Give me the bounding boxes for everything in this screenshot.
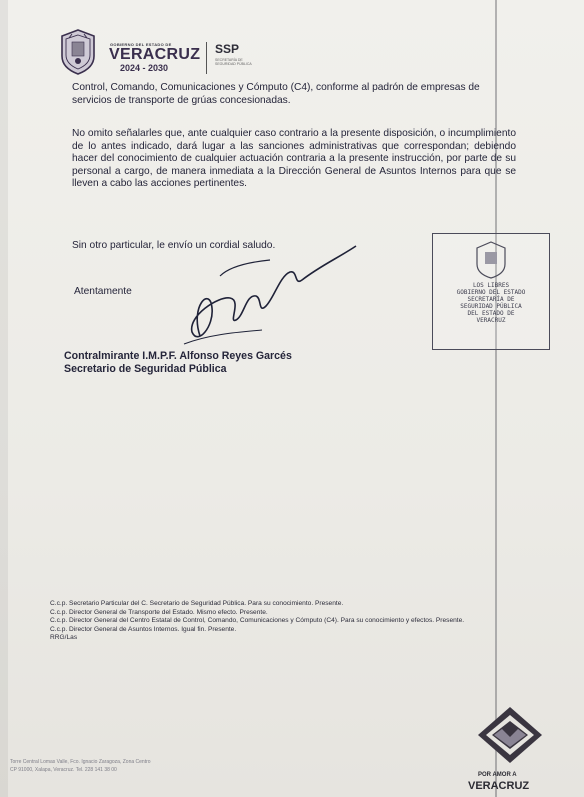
stamp-line: GOBIERNO DEL ESTADO bbox=[456, 289, 526, 296]
closing-line: Sin otro particular, le envío un cordial saludo. bbox=[72, 240, 276, 251]
stamp-line: LOS LIBRES bbox=[472, 282, 510, 289]
carbon-copy-list bbox=[50, 600, 550, 643]
signatory-name: Contralmirante I.M.P.F. Alfonso Reyes Garcés bbox=[64, 350, 292, 362]
header-divider bbox=[206, 42, 207, 74]
official-stamp bbox=[432, 233, 550, 350]
page-fold-line bbox=[495, 0, 497, 797]
valediction: Atentamente bbox=[74, 286, 132, 297]
state-seal-icon bbox=[58, 28, 98, 76]
page-shadow bbox=[0, 0, 8, 797]
stamp-text bbox=[437, 282, 545, 324]
veracruz-logo-icon bbox=[470, 705, 550, 767]
signatory-title: Secretario de Seguridad Pública bbox=[64, 363, 227, 375]
footer-slogan-state: VERACRUZ bbox=[468, 780, 530, 792]
address-line: Torre Central Lomas Valle, Fco. Ignacio Zaragoza, Zona Centro bbox=[10, 759, 151, 765]
agency-acronym: SSP bbox=[215, 42, 240, 56]
stamp-seal-icon bbox=[471, 240, 511, 280]
state-name: VERACRUZ bbox=[109, 46, 201, 63]
stamp-line: SEGURIDAD PÚBLICA bbox=[460, 303, 522, 310]
paragraph-1: Control, Comando, Comunicaciones y Cómputo (C4), conforme al padrón de empresas de servicios de transporte de grúas concesionadas. bbox=[72, 82, 480, 106]
initials: RRG/Las bbox=[50, 634, 78, 642]
footer-slogan: POR AMOR A bbox=[478, 772, 517, 778]
stamp-line: DEL ESTADO DE bbox=[467, 310, 515, 317]
government-line: GOBIERNO DEL ESTADO DE bbox=[110, 42, 172, 47]
ccp-line: C.c.p. Secretario Particular del C. Secretario de Seguridad Pública. Para su conocimiento. Presente. bbox=[50, 600, 344, 607]
paragraph-2: No omito señalarles que, ante cualquier caso contrario a la presente disposición, o incumplimiento de lo antes indicado, dará lugar a las sanciones administrativas que correspondan; debiendo hacer del conocimiento de cualquier actuación contraria a la presente instrucción, por parte de su personal a cargo, de manera inmediata a la Dirección General de Asuntos Internos para que se lleven a cabo las acciones pertinentes. bbox=[72, 128, 516, 190]
ccp-line: C.c.p. Director General del Centro Estatal de Control, Comando, Comunicaciones y Cómputo (C4). Para su conocimiento y efectos. Presente. bbox=[50, 617, 465, 625]
footer-address bbox=[10, 758, 151, 774]
stamp-line: SECRETARÍA DE bbox=[467, 296, 515, 303]
stamp-line: VERACRUZ bbox=[476, 317, 506, 324]
letterhead bbox=[58, 28, 278, 80]
address-line: CP 91000, Xalapa, Veracruz. Tel. 228 141 38 00 bbox=[10, 767, 117, 773]
handwritten-signature bbox=[170, 236, 360, 356]
ccp-line: C.c.p. Director General de Transporte del Estado. Mismo efecto. Presente. bbox=[50, 608, 268, 616]
agency-subtitle: SECRETARÍA DE SEGURIDAD PÚBLICA bbox=[215, 58, 252, 66]
signatory-block bbox=[64, 350, 292, 376]
administration-period: 2024 - 2030 bbox=[120, 63, 169, 73]
ccp-line: C.c.p. Director General de Asuntos Internos. Igual fin. Presente. bbox=[50, 625, 237, 633]
